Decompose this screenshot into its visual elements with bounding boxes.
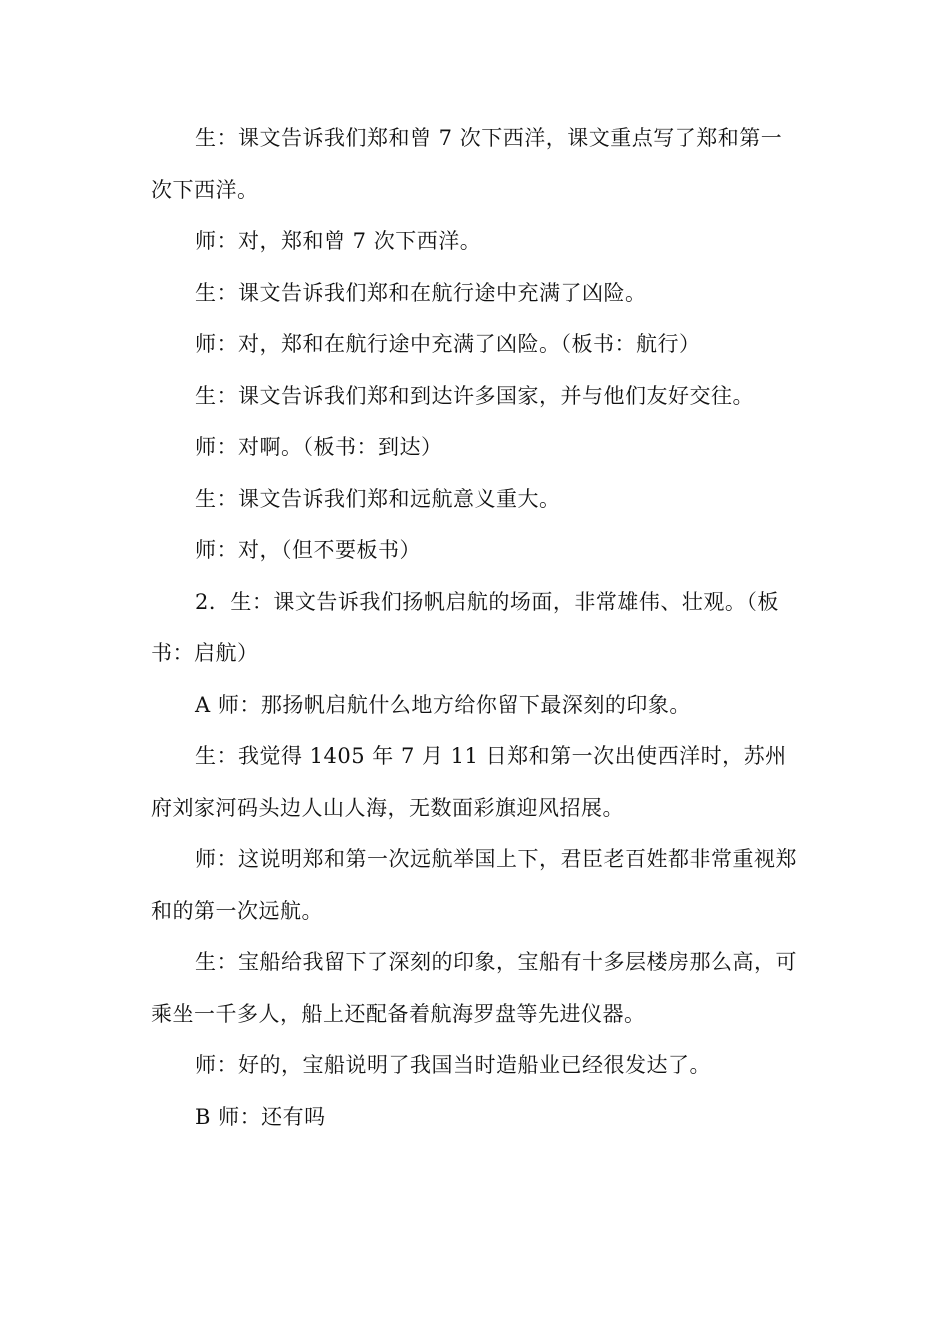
paragraph-2: 师：对，郑和曾 7 次下西洋。 [195, 229, 482, 253]
paragraph-13: 生：宝船给我留下了深刻的印象，宝船有十多层楼房那么高，可乘坐一千多人，船上还配备着航海罗盘等先进仪器。 [151, 950, 797, 1026]
paragraph-10: A 师：那扬帆启航什么地方给你留下最深刻的印象。 [195, 692, 691, 717]
paragraph-3: 生：课文告诉我们郑和在航行途中充满了凶险。 [195, 280, 647, 305]
paragraph-4: 师：对，郑和在航行途中充满了凶险。（板书：航行） [195, 332, 701, 356]
paragraph-1: 生：课文告诉我们郑和曾 7 次下西洋，课文重点写了郑和第一次下西洋。 [151, 126, 783, 202]
paragraph-9: 2．生：课文告诉我们扬帆启航的场面，非常雄伟、壮观。（板书：启航） [151, 589, 779, 665]
paragraph-5: 生：课文告诉我们郑和到达许多国家，并与他们友好交往。 [195, 383, 754, 408]
paragraph-11: 生：我觉得 1405 年 7 月 11 日郑和第一次出使西洋时，苏州府刘家河码头边人山人海，无数面彩旗迎风招展。 [151, 744, 787, 820]
paragraph-12: 师：这说明郑和第一次远航举国上下，君臣老百姓都非常重视郑和的第一次远航。 [151, 847, 797, 923]
paragraph-7: 生：课文告诉我们郑和远航意义重大。 [195, 486, 561, 511]
document-body [151, 113, 801, 1143]
paragraph-15: B 师：还有吗 [195, 1104, 326, 1129]
paragraph-14: 师：好的，宝船说明了我国当时造船业已经很发达了。 [195, 1053, 711, 1077]
paragraph-6: 师：对啊。（板书：到达） [195, 435, 443, 459]
paragraph-8: 师：对，（但不要板书） [195, 538, 421, 562]
